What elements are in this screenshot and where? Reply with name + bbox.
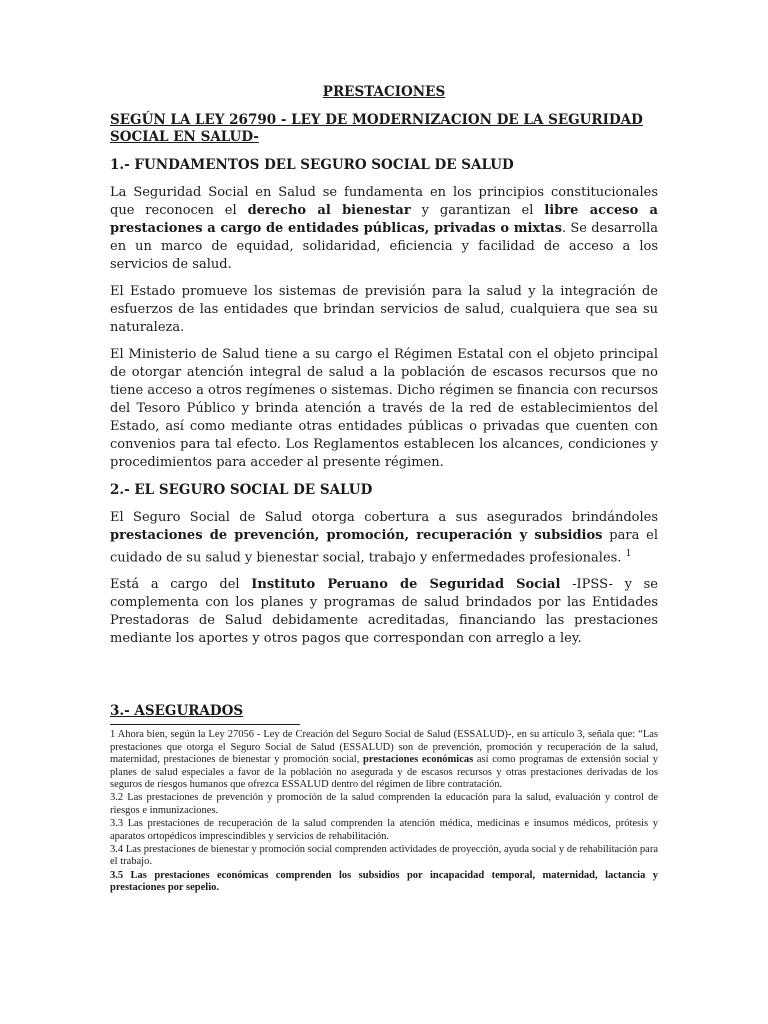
law-heading: SEGÚN LA LEY 26790 - LEY DE MODERNIZACION DE LA SEGURIDAD SOCIAL EN SALUD- bbox=[110, 112, 643, 145]
section-2-paragraph-2: Está a cargo del Instituto Peruano de Seguridad Social -IPSS- y se complementa con los planes y programas de salud brindados por las Entidades Prestadoras de Salud debidamente acreditadas, financiando las prestaciones mediante los aportes y otros pagos que correspondan con arreglo a ley. bbox=[110, 577, 658, 647]
section-3-heading: 3.- ASEGURADOS bbox=[110, 703, 244, 720]
footnote-3-3: 3.3 Las prestaciones de recuperación de la salud comprenden la atención médica, medicinas e insumos médicos, prótesis y aparatos ortopédicos imprescindibles y servicios de rehabilitación. bbox=[110, 818, 658, 842]
footnote-1: 1 Ahora bien, según la Ley 27056 - Ley de Creación del Seguro Social de Salud (ESSALUD)-, en su artículo 3, señala que: “Las prestaciones que otorga el Seguro Social de Salud (ESSALUD) son de prevención, promoción y recuperación de la salud, maternidad, prestaciones de bienestar y promoción social, prestaciones económicas así como programas de extensión social y planes de salud especiales a favor de la población no asegurada y de escasos recursos y otras prestaciones derivadas de los seguros de riesgos humanos que ofrezca ESSALUD dentro del régimen de libre contratación. bbox=[110, 729, 659, 790]
page-title: PRESTACIONES bbox=[322, 84, 446, 100]
footnote-3-5: 3.5 Las prestaciones económicas comprenden los subsidios por incapacidad temporal, maternidad, lactancia y prestaciones por sepelio. bbox=[110, 869, 658, 894]
section-1-paragraph-1: La Seguridad Social en Salud se fundamenta en los principios constitucionales que reconocen el derecho al bienestar y garantizan el libre acceso a prestaciones a cargo de entidades públicas, privadas o mixtas. Se desarrolla en un marco de equidad, solidaridad, eficiencia y facilidad de acceso a los servicios de salud. bbox=[110, 185, 658, 272]
footnote-reference[interactable]: 1 bbox=[625, 549, 632, 559]
section-1-paragraph-3: El Ministerio de Salud tiene a su cargo el Régimen Estatal con el objeto principal de otorgar atención integral de salud a la población de escasos recursos que no tiene acceso a otros regímenes o sistemas. Dicho régimen se financia con recursos del Tesoro Público y brinda atención a través de la red de establecimientos del Estado, así como mediante otras entidades públicas o privadas que cuenten con convenios para tal efecto. Los Reglamentos establecen los alcances, condiciones y procedimientos para acceder al presente régimen. bbox=[110, 347, 658, 470]
section-2-paragraph-1: El Seguro Social de Salud otorga cobertura a sus asegurados brindándoles prestaciones de prevención, promoción, recuperación y subsidios para el cuidado de su salud y bienestar social, trabajo y enfermedades profesionales. $^1$ bbox=[110, 510, 658, 566]
document-content bbox=[110, 84, 658, 896]
footnote-divider bbox=[110, 724, 300, 725]
footnote-3-2: 3.2 Las prestaciones de prevención y promoción de la salud comprenden la educación para la salud, evaluación y control de riesgos e inmunizaciones. bbox=[110, 792, 658, 816]
section-2-heading: 2.- EL SEGURO SOCIAL DE SALUD bbox=[110, 482, 373, 498]
section-1-heading: 1.- FUNDAMENTOS DEL SEGURO SOCIAL DE SALUD bbox=[110, 157, 514, 173]
section-1-paragraph-2: El Estado promueve los sistemas de previsión para la salud y la integración de esfuerzos de las entidades que brindan servicios de salud, cualquiera que sea su naturaleza. bbox=[110, 284, 658, 335]
spacer bbox=[110, 657, 658, 702]
footnote-3-4: 3.4 Las prestaciones de bienestar y promoción social comprenden actividades de proyección, ayuda social y de rehabilitación para el trabajo. bbox=[110, 843, 658, 868]
